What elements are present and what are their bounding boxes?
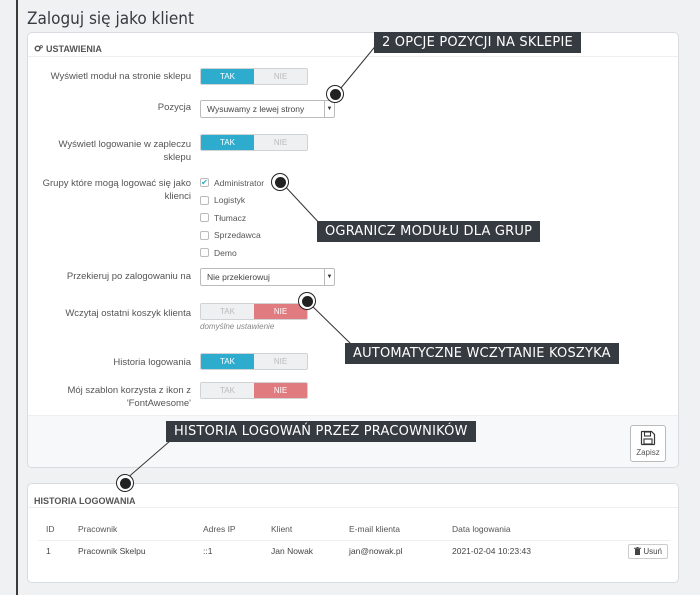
annotation-dot: [116, 474, 134, 492]
backoffice-label: [59, 138, 191, 164]
annotation-positions: 2 OPCJE POZYCJI NA SKLEPIE: [374, 32, 581, 53]
position-select-value: Wysuwamy z lewej strony: [207, 104, 305, 114]
group-checkbox-sprzedawca[interactable]: [200, 227, 264, 245]
cell-actions: [614, 540, 670, 562]
annotation-cart: AUTOMATYCZNE WCZYTANIE KOSZYKA: [345, 343, 619, 364]
group-label: Administrator: [214, 177, 265, 188]
fontawesome-label-line2: 'FontAwesome': [126, 398, 191, 409]
col-header: Pracownik: [70, 518, 195, 540]
login-history-label: Historia logowania: [113, 357, 191, 368]
backoffice-yes[interactable]: TAK: [201, 135, 254, 150]
history-heading-label: HISTORIA LOGOWANIA: [34, 495, 136, 506]
redirect-select-value: Nie przekierowuj: [207, 272, 270, 282]
annotation-groups: OGRANICZ MODUŁU DLA GRUP: [317, 221, 540, 242]
checkbox-box[interactable]: [200, 248, 209, 257]
login-history-no[interactable]: NIE: [254, 354, 307, 369]
col-header: ID: [38, 518, 70, 540]
group-checkbox-tlumacz[interactable]: [200, 209, 264, 227]
group-checkbox-logistyk[interactable]: [200, 192, 264, 210]
load-cart-switch[interactable]: [200, 303, 308, 320]
redirect-label: Przekieruj po zalogowaniu na: [66, 271, 191, 282]
col-header: Adres IP: [195, 518, 263, 540]
load-cart-no[interactable]: NIE: [254, 304, 307, 319]
history-header-row: [38, 518, 670, 540]
login-history-switch[interactable]: [200, 353, 308, 370]
settings-heading-label: USTAWIENIA: [46, 43, 102, 54]
backoffice-label-line2: sklepu: [163, 152, 191, 163]
delete-button[interactable]: [628, 544, 668, 559]
checkbox-box[interactable]: [200, 213, 209, 222]
fontawesome-label-line1: Mój szablon korzysta z ikon z: [67, 385, 191, 396]
cell-id: 1: [46, 546, 51, 557]
annotation-dot: [298, 292, 316, 310]
load-cart-help: domyślne ustawienie: [200, 322, 275, 331]
cell-employee: Pracownik Skelpu: [78, 546, 146, 557]
save-label: Zapisz: [636, 448, 660, 457]
annotation-dot: [326, 85, 344, 103]
table-row: [38, 540, 670, 562]
position-label: Pozycja: [157, 102, 191, 113]
groups-label: [43, 177, 191, 203]
position-select[interactable]: [200, 100, 335, 118]
cell-client: Jan Nowak: [271, 546, 314, 557]
settings-panel: [27, 32, 679, 468]
trash-icon: [634, 547, 641, 555]
cell-date: 2021-02-04 10:23:43: [452, 546, 531, 557]
checkmark-icon[interactable]: ✔: [201, 178, 208, 188]
fontawesome-yes[interactable]: TAK: [201, 383, 254, 398]
group-label: Demo: [214, 247, 237, 258]
delete-label: Usuń: [643, 546, 662, 556]
fontawesome-label: [67, 384, 191, 410]
caret-down-icon: ▼: [324, 101, 334, 117]
caret-down-icon: ▼: [324, 269, 334, 285]
save-button[interactable]: [630, 425, 666, 462]
page-title: Zaloguj się jako klient: [27, 9, 194, 29]
display-module-yes[interactable]: TAK: [201, 69, 254, 84]
load-cart-label: Wczytaj ostatni koszyk klienta: [65, 308, 191, 319]
fontawesome-switch[interactable]: [200, 382, 308, 399]
col-header-actions: [614, 518, 670, 540]
display-module-switch[interactable]: [200, 68, 308, 85]
annotation-dot: [271, 173, 289, 191]
redirect-select[interactable]: [200, 268, 335, 286]
group-checkbox-demo[interactable]: [200, 244, 264, 262]
backoffice-label-line1: Wyświetl logowanie w zapleczu: [58, 139, 191, 150]
backoffice-switch[interactable]: [200, 134, 308, 151]
col-header: Klient: [263, 518, 341, 540]
history-table: [38, 518, 670, 562]
backoffice-no[interactable]: NIE: [254, 135, 307, 150]
left-border-line: [16, 0, 18, 595]
groups-label-line1: Grupy które mogą logować się jako: [42, 178, 191, 189]
group-label: Sprzedawca: [214, 230, 261, 241]
col-header: E-mail klienta: [341, 518, 444, 540]
group-checkbox-administrator[interactable]: [200, 174, 264, 192]
login-history-yes[interactable]: TAK: [201, 354, 254, 369]
fontawesome-no[interactable]: NIE: [254, 383, 307, 398]
cell-ip: ::1: [203, 546, 213, 557]
checkbox-box[interactable]: [200, 231, 209, 240]
checkbox-box[interactable]: [200, 196, 209, 205]
cell-email: jan@nowak.pl: [349, 546, 403, 557]
save-icon: [640, 430, 656, 446]
display-module-label: Wyświetl moduł na stronie sklepu: [50, 71, 191, 82]
annotation-history: HISTORIA LOGOWAŃ PRZEZ PRACOWNIKÓW: [166, 421, 476, 442]
col-header: Data logowania: [444, 518, 614, 540]
group-label: Logistyk: [214, 195, 246, 206]
group-label: Tłumacz: [214, 212, 247, 223]
history-panel: [27, 483, 679, 583]
cogs-icon: [34, 44, 43, 53]
load-cart-yes[interactable]: TAK: [201, 304, 254, 319]
display-module-no[interactable]: NIE: [254, 69, 307, 84]
groups-checklist: [200, 174, 264, 262]
groups-label-line2: klienci: [164, 191, 191, 202]
